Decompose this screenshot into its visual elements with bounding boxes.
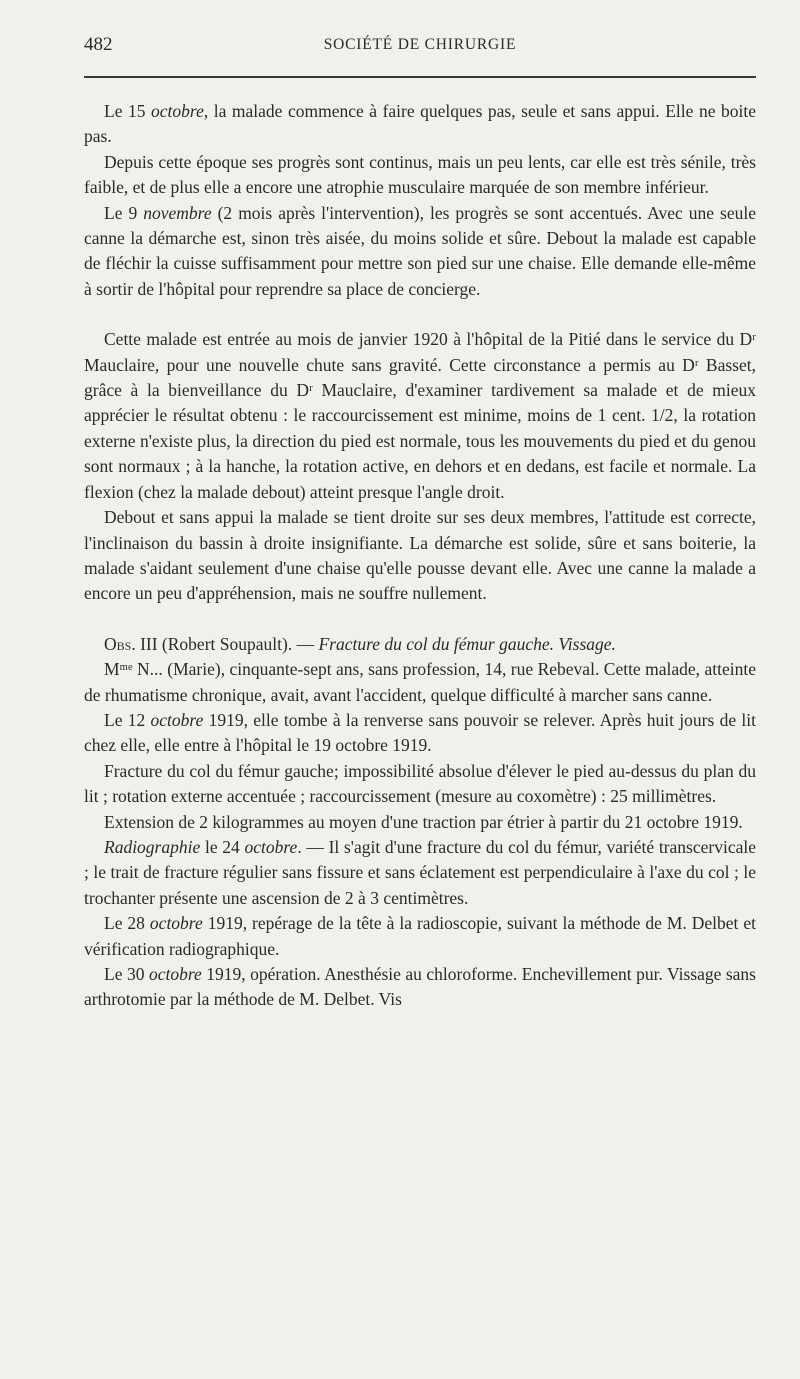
paragraph-8-date-italic: octobre	[150, 709, 204, 730]
page-header	[84, 34, 756, 62]
observation-heading	[84, 632, 756, 657]
paragraph-11-text: le 24	[200, 836, 245, 857]
paragraph-1-text-rest: , la malade commence à faire quelques pas, seule et sans appui. Elle ne boite pas.	[84, 101, 756, 147]
paragraph-12-text-rest: 1919, repérage de la tête à la radioscopie, suivant la méthode de M. Delbet et vérification radiographique.	[84, 913, 756, 959]
paragraph-13-date-italic: octobre	[148, 964, 202, 984]
paragraph-1-text: Le 15	[104, 101, 152, 121]
paragraph-11-date-italic: octobre	[244, 836, 298, 857]
body-text	[84, 99, 756, 1013]
paragraph-12-date-italic: octobre	[149, 913, 203, 934]
paragraph-9: Fracture du col du fémur gauche; impossibilité absolue d'élever le pied au-dessus du plan du lit ; rotation externe accentuée ; raccourcissement (mesure au coxomètre) : 25 millimètres.	[84, 760, 756, 807]
paragraph-2: Depuis cette époque ses progrès sont continus, mais un peu lents, car elle est très sénile, très faible, et de plus elle a encore une atrophie musculaire marquée de son membre inférieur.	[84, 151, 756, 198]
running-title: SOCIÉTÉ DE CHIRURGIE	[323, 36, 517, 53]
paragraph-11	[84, 835, 756, 911]
paragraph-7: Mᵐᵉ N... (Marie), cinquante-sept ans, sans profession, 14, rue Rebeval. Cette malade, atteinte de rhumatisme chronique, avait, avant l'accident, quelque difficulté à marcher sans canne.	[84, 659, 756, 705]
paragraph-3-text-rest: (2 mois après l'intervention), les progrès se sont accentués. Avec une seule canne la démarche est, sinon très aisée, du moins solide et sûre. Debout la malade est capable de fléchir la cuisse suffisamment pour mettre son pied sur une chaise. Elle demande elle-même à sortir de l'hôpital pour reprendre sa place de concierge.	[84, 202, 756, 299]
paragraph-5: Debout et sans appui la malade se tient droite sur ses deux membres, l'attitude est correcte, l'inclinaison du bassin à droite insignifiante. La démarche est solide, sûre et sans boiterie, la malade s'aidant seulement d'une chaise qu'elle pousse devant elle. Avec une canne la malade a encore un peu d'appréhension, mais ne souffre nullement.	[84, 507, 756, 604]
paragraph-12	[84, 911, 756, 962]
observation-title-italic: Fracture du col du fémur gauche. Vissage.	[318, 633, 616, 654]
paragraph-1-date-italic: octobre	[151, 101, 204, 121]
paragraph-8-text: Le 12	[104, 709, 151, 730]
observation-label: Obs.	[104, 633, 136, 654]
paragraph-3-text: Le 9	[104, 202, 144, 223]
paragraph-4: Cette malade est entrée au mois de janvier 1920 à l'hôpital de la Pitié dans le service du Dʳ Mauclaire, pour une nouvelle chute sans gravité. Cette circonstance a permis au Dʳ Basset, grâce à la bienveillance du Dʳ Mauclaire, d'examiner tardivement sa malade et de mieux apprécier le résultat obtenu : le raccourcissement est minime, moins de 1 cent. 1/2, la rotation externe n'existe plus, la direction du pied est normale, tous les mouvements du pied et du genou sont normaux ; à la hanche, la rotation active, en dehors et en dedans, est facile et normale. La flexion (chez la malade debout) atteint presque l'angle droit.	[84, 329, 756, 502]
paragraph-1	[84, 99, 756, 150]
observation-author: III (Robert Soupault). —	[135, 633, 319, 654]
paragraph-13	[84, 962, 756, 1013]
paragraph-8	[84, 708, 756, 759]
page-number: 482	[84, 34, 113, 55]
radiographie-italic: Radiographie	[104, 836, 201, 857]
paragraph-11-text-rest: . — Il s'agit d'une fracture du col du fémur, variété transcervicale ; le trait de fracture régulier sans fissure et sans éclatement est perpendiculaire à l'axe du col ; le trochanter présente une ascension de 2 à 3 centimètres.	[84, 836, 756, 908]
header-rule	[84, 76, 756, 78]
paragraph-10: Extension de 2 kilogrammes au moyen d'une traction par étrier à partir du 21 octobre 1919.	[104, 811, 743, 832]
paragraph-13-text: Le 30	[104, 964, 149, 984]
paragraph-3	[84, 201, 756, 303]
paragraph-3-date-italic: novembre	[143, 202, 212, 223]
paragraph-8-text-rest: 1919, elle tombe à la renverse sans pouvoir se relever. Après huit jours de lit chez elle, elle entre à l'hôpital le 19 octobre 1919.	[84, 709, 756, 756]
paragraph-13-text-rest: 1919, opération. Anesthésie au chloroforme. Enchevillement pur. Vissage sans arthrotomie par la méthode de M. Delbet. Vis	[84, 964, 756, 1010]
paragraph-12-text: Le 28	[104, 913, 150, 934]
